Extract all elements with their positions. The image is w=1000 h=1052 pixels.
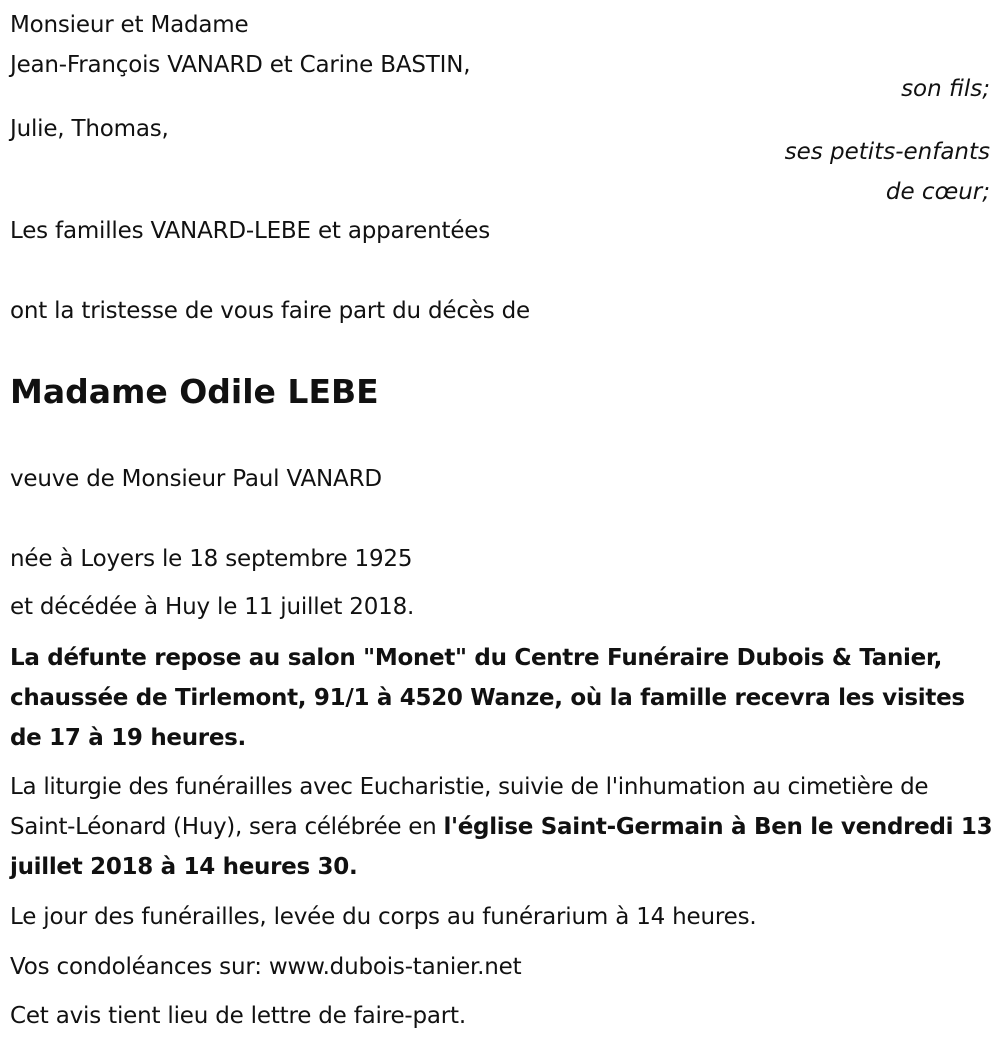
birth-info: née à Loyers le 18 septembre 1925 [10,546,413,572]
family-line-1: Monsieur et Madame [10,12,249,38]
liturgy-info [10,767,1000,887]
extended-families: Les familles VANARD-LEBE et apparentées [10,218,491,244]
closing-note: Cet avis tient lieu de lettre de faire-part. [10,1003,466,1029]
announcement-text: ont la tristesse de vous faire part du décès de [10,298,530,324]
deceased-name: Madame Odile LEBE [10,372,379,411]
liturgy-intro: La liturgie des funérailles avec Eucharistie, suivie de l'inhumation au cimetière de Saint-Léonard (Huy), sera célébrée en [10,774,929,840]
viewing-info: La défunte repose au salon "Monet" du Centre Funéraire Dubois & Tanier, chaussée de Tirlemont, 91/1 à 4520 Wanze, où la famille recevra les visites de 17 à 19 heures. [10,645,965,751]
procession-info: Le jour des funérailles, levée du corps au funérarium à 14 heures. [10,904,757,930]
relation-grandchildren-2: de cœur; [885,179,990,205]
liturgy-location-time: l'église Saint-Germain à Ben le vendredi 13 juillet 2018 à 14 heures 30. [10,814,993,880]
relation-son: son fils; [901,76,990,102]
relation-grandchildren-1: ses petits-enfants [784,139,990,165]
widow-of: veuve de Monsieur Paul VANARD [10,466,382,492]
death-info: et décédée à Huy le 11 juillet 2018. [10,594,415,620]
condolences-info: Vos condoléances sur: www.dubois-tanier.net [10,954,522,980]
grandchildren-names: Julie, Thomas, [10,116,169,142]
family-line-2: Jean-François VANARD et Carine BASTIN, [10,52,471,78]
